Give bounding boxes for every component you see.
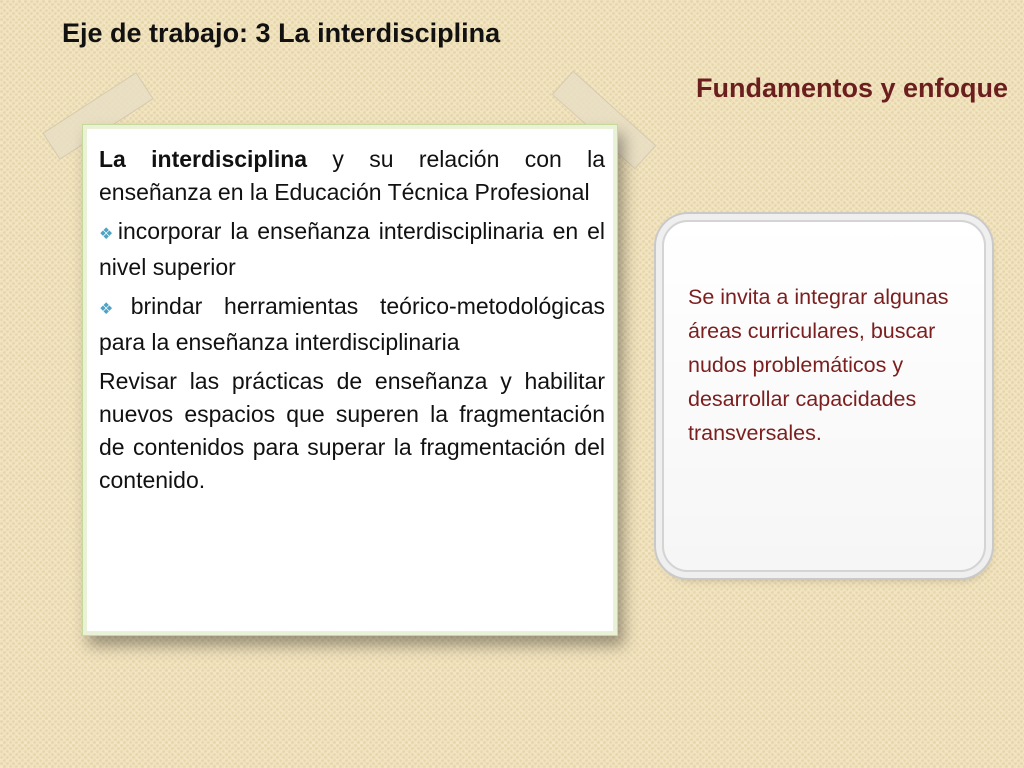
- slide-title: Eje de trabajo: 3 La interdisciplina: [62, 18, 501, 48]
- note-intro-bold: La interdisciplina: [99, 146, 308, 172]
- note-bullet-text: brindar herramientas teórico-metodológicas para la enseñanza interdisciplinaria: [99, 293, 606, 355]
- note-bullet: [99, 215, 605, 284]
- note-bullet: [99, 290, 605, 359]
- diamond-bullet-icon: ❖: [99, 301, 129, 318]
- note-intro-rest: y su relación con la enseñanza en la Educación Técnica Profesional: [99, 146, 606, 205]
- note-closing: Revisar las prácticas de enseñanza y habilitar nuevos espacios que superen la fragmentación de contenidos para superar la fragmentación del contenido.: [99, 368, 605, 493]
- slide-subtitle: Fundamentos y enfoque: [695, 73, 1008, 103]
- sticky-note: [82, 124, 618, 636]
- diamond-bullet-icon: ❖: [99, 226, 116, 243]
- note-bullet-text: incorporar la enseñanza interdisciplinaria en el nivel superior: [99, 218, 605, 280]
- callout-card: [662, 220, 986, 572]
- note-intro: [99, 143, 605, 209]
- callout-text: Se invita a integrar algunas áreas curriculares, buscar nudos problemáticos y desarrollar capacidades transversales.: [688, 285, 949, 445]
